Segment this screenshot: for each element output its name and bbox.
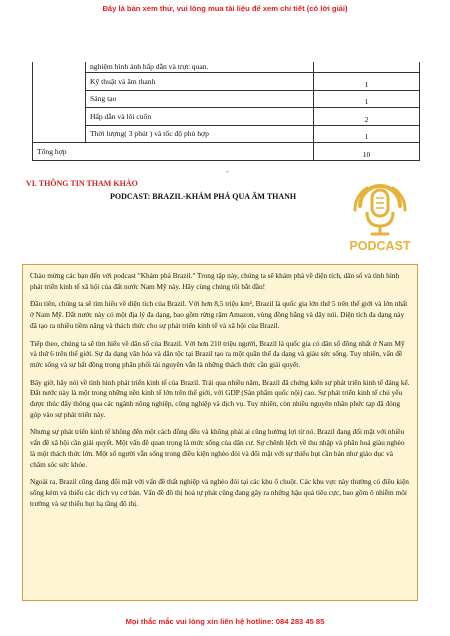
separator: -	[226, 167, 229, 176]
section-heading: VI. THÔNG TIN THAM KHẢO	[26, 179, 138, 188]
criterion-cell: Hấp dẫn và lôi cuốn	[86, 108, 314, 126]
podcast-title: PODCAST: BRAZIL-KHÁM PHÁ QUA ÂM THANH	[110, 192, 297, 201]
table-cell	[33, 108, 86, 126]
paragraph: Tiếp theo, chúng ta sẽ tìm hiểu về dân số của Brazil. Với hơn 210 triệu người, Brazil là quốc gia có dân số đông nhất ở Nam Mỹ và thứ 6 trên thế giới. Sự đa dạng văn hóa và dân tộc tại Brazil tạo ra một quần thể đa dạng và giàu sức sống. Tuy nhiên, vấn đề mức sống và sự bất đồng trong phân phối tài nguyên vẫn là những thách thức cần giải quyết.	[30, 338, 405, 369]
table-row	[33, 108, 420, 126]
logo-text: PODCAST	[349, 239, 411, 253]
hotline-banner: Mọi thắc mắc vui lòng xin liên hệ hotline: 084 283 45 85	[125, 617, 325, 626]
table-row	[33, 73, 420, 91]
paragraph: Chào mừng các bạn đến với podcast "Khám phá Brazil." Trong tập này, chúng ta sẽ khám phá về diện tích, dân số và tình hình phát triển kinh tế xã hội của đất nước Nam Mỹ này. Hãy cùng chúng tôi bắt đầu!	[30, 271, 400, 291]
paragraph: Đầu tiên, chúng ta sẽ tìm hiểu về diện tích của Brazil. Với hơn 8,5 triệu km², Brazil là quốc gia lớn thứ 5 trên thế giới và lớn nhất ở Nam Mỹ. Đất nước này có một địa lý đa dạng, bao gồm rừng rậm Amazon, vùng đồng bằng và dãy núi. Diện tích đa dạng này đã tạo ra nhiều tiềm năng và thách thức cho sự phát triển kinh tế và xã hội của Brazil.	[30, 299, 408, 330]
paragraph: Bây giờ, hãy nói về tình hình phát triển kinh tế của Brazil. Trải qua nhiều năm, Brazil đã chứng kiến sự phát triển kinh tế đáng kể. Đất nước này là một trong những nền kinh tế lớn trên thế giới, với GDP (Sản phẩm quốc nội) cao. Sự phát triển kinh tế chủ yếu được thúc đẩy thông qua các ngành nông nghiệp, công nghiệp và dịch vụ. Tuy nhiên, còn nhiều nguyên nhân phức tạp đã đóng góp vào sự phát triển này.	[30, 377, 410, 419]
points-cell	[314, 62, 420, 73]
total-points: 10	[314, 143, 420, 161]
microphone-icon	[355, 186, 405, 234]
criterion-cell: nghiệm hình ảnh hấp dẫn và trực quan.	[86, 62, 314, 73]
criterion-cell: Thời lượng( 3 phút ) và tốc độ phù hợp	[86, 125, 314, 143]
points-cell: 1	[314, 73, 420, 91]
criterion-cell: Sáng tạo	[86, 90, 314, 108]
points-cell: 2	[314, 108, 420, 126]
total-row	[33, 143, 420, 161]
table-row	[33, 125, 420, 143]
paragraph: Nhưng sự phát triển kinh tế không đến một cách đồng đều và không phải ai cũng hưởng lợi từ nó. Brazil đang đối mặt với nhiều vấn đề xã hội cần giải quyết. Một vấn đề quan trọng là mức sống của dân cư. Sự chênh lệch về thu nhập và phân hoá giàu nghèo là một thách thức lớn. Một số người vẫn sống trong điều kiện nghèo đói và đối mặt với sự thiếu hụt cần bản như giáo dục và chăm sóc sức khỏe.	[30, 427, 405, 469]
paragraph: Ngoài ra, Brazil cũng đang đối mặt với vấn đề thất nghiệp và nghèo đói tại các khu ổ chuột. Các khu vực này thường có điều kiện sống kém và thiếu các dịch vụ cơ bản. Vấn đề đô thị hoá tự phát cũng đang gây ra những hậu quả tiêu cực, bao gồm ô nhiễm môi trường và sự thiếu hụt hạ tầng đô thị.	[30, 477, 409, 508]
score-table	[32, 62, 420, 161]
points-cell: 1	[314, 125, 420, 143]
podcast-logo	[338, 176, 422, 260]
preview-banner: Đây là bản xem thử, vui lòng mua tài liệu để xem chi tiết (có lời giải)	[102, 4, 348, 13]
table-cell	[33, 125, 86, 143]
table-cell	[33, 73, 86, 91]
table-cell	[33, 62, 86, 73]
table-row	[33, 90, 420, 108]
points-cell: 1	[314, 90, 420, 108]
total-label: Tổng hợp	[33, 143, 314, 161]
table-cell	[33, 90, 86, 108]
criterion-cell: Kỹ thuật và âm thanh	[86, 73, 314, 91]
table-row	[33, 62, 420, 73]
podcast-script-box	[22, 264, 418, 601]
